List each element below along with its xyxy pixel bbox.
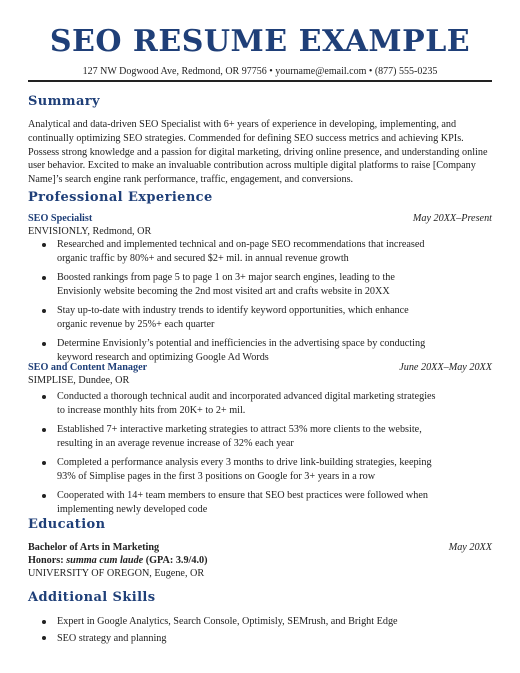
bullet-dot-icon: [42, 620, 46, 624]
skill-text: SEO strategy and planning: [57, 632, 167, 644]
bullet-text: Conducted a thorough technical audit and incorporated advanced digital marketing strategies to increase monthly hits from 20K+ to 2+ mil.: [57, 391, 436, 416]
job-company: ENVISIONLY, Redmond, OR: [28, 226, 152, 237]
school-name: UNIVERSITY OF OREGON, Eugene, OR: [28, 568, 205, 579]
skill-item: [40, 632, 480, 646]
bullet-dot-icon: [42, 309, 46, 313]
bullet-dot-icon: [42, 395, 46, 399]
bullet-text: Boosted rankings from page 5 to page 1 on 3+ major search engines, leading to the Envisionly website becoming the 2nd most visited art and crafts website in 20XX: [57, 272, 395, 297]
experience-heading: Professional Experience: [28, 190, 213, 205]
header-divider: [28, 80, 492, 82]
degree-name: Bachelor of Arts in Marketing: [28, 542, 160, 553]
job-company: SIMPLISE, Dundee, OR: [28, 375, 130, 386]
bullet-item: [40, 489, 440, 517]
bullet-dot-icon: [42, 342, 46, 346]
skill-item: [40, 615, 480, 629]
resume-title: SEO RESUME EXAMPLE: [49, 24, 471, 59]
summary-heading: Summary: [28, 94, 100, 109]
skills-heading: Additional Skills: [28, 590, 156, 605]
bullet-text: Determine Envisionly’s potential and inefficiencies in the advertising space by conducting keyword research and optimizing Google Ad Words: [57, 338, 426, 364]
skills-list: [40, 615, 480, 651]
bullet-dot-icon: [42, 428, 46, 432]
bullet-dot-icon: [42, 243, 46, 247]
bullet-dot-icon: [42, 494, 46, 498]
bullet-text: Cooperated with 14+ team members to ensure that SEO best practices were followed when implementing newly developed code: [57, 490, 428, 516]
summary-text: Analytical and data-driven SEO Specialist with 6+ years of experience in developing, implementing, and continually optimizing SEO strategies. Commended for defining SEO success metrics and achieving KPIs. Possess strong knowledge and a passion for digital marketing, driving online presence, and understanding online user behavior. Excited to make an invaluable contribution across multiple digital platforms to raise [Company Name]’s search engine rank performance, traffic, engagement, and conversions.: [28, 119, 488, 186]
bullet-item: [40, 271, 440, 299]
contact-line: 127 NW Dogwood Ave, Redmond, OR 97756 • yourname@email.com • (877) 555-0235: [82, 66, 438, 77]
bullet-dot-icon: [42, 636, 46, 640]
bullet-text: Stay up-to-date with industry trends to identify keyword opportunities, which enhance organic revenue by 25%+ each quarter: [57, 305, 409, 330]
bullet-text: Completed a performance analysis every 3 months to drive link-building strategies, keeping 93% of Simplise pages in the first 3 positions on Google for 3+ years in a row: [57, 457, 432, 482]
honors-line: [28, 555, 208, 566]
honors-label: Honors:: [28, 555, 67, 566]
bullet-item: [40, 304, 440, 332]
bullet-text: Researched and implemented technical and on-page SEO recommendations that increased organic traffic by 80%+ and secured $2+ mil. in annual revenue growth: [57, 239, 425, 264]
bullet-dot-icon: [42, 461, 46, 465]
bullet-item: [40, 423, 440, 451]
bullet-dot-icon: [42, 276, 46, 280]
bullet-item: [40, 238, 440, 266]
bullet-text: Established 7+ interactive marketing strategies to attract 53% more clients to the website, resulting in an average revenue increase of 32% each year: [57, 424, 422, 449]
bullet-item: [40, 390, 440, 418]
job-title: SEO and Content Manager: [28, 362, 148, 373]
honors-gpa: (GPA: 3.9/4.0): [143, 555, 208, 566]
job-bullets: [40, 238, 440, 370]
job-bullets: [40, 390, 440, 522]
education-date: May 20XX: [448, 542, 492, 553]
job-dates: May 20XX–Present: [412, 213, 492, 224]
education-heading: Education: [28, 517, 106, 532]
skill-text: Expert in Google Analytics, Search Console, Optimisly, SEMrush, and Bright Edge: [57, 616, 398, 627]
honors-value: summa cum laude: [66, 555, 144, 566]
job-title: SEO Specialist: [28, 213, 93, 224]
bullet-item: [40, 337, 440, 365]
job-dates: June 20XX–May 20XX: [399, 362, 492, 373]
bullet-item: [40, 456, 440, 484]
